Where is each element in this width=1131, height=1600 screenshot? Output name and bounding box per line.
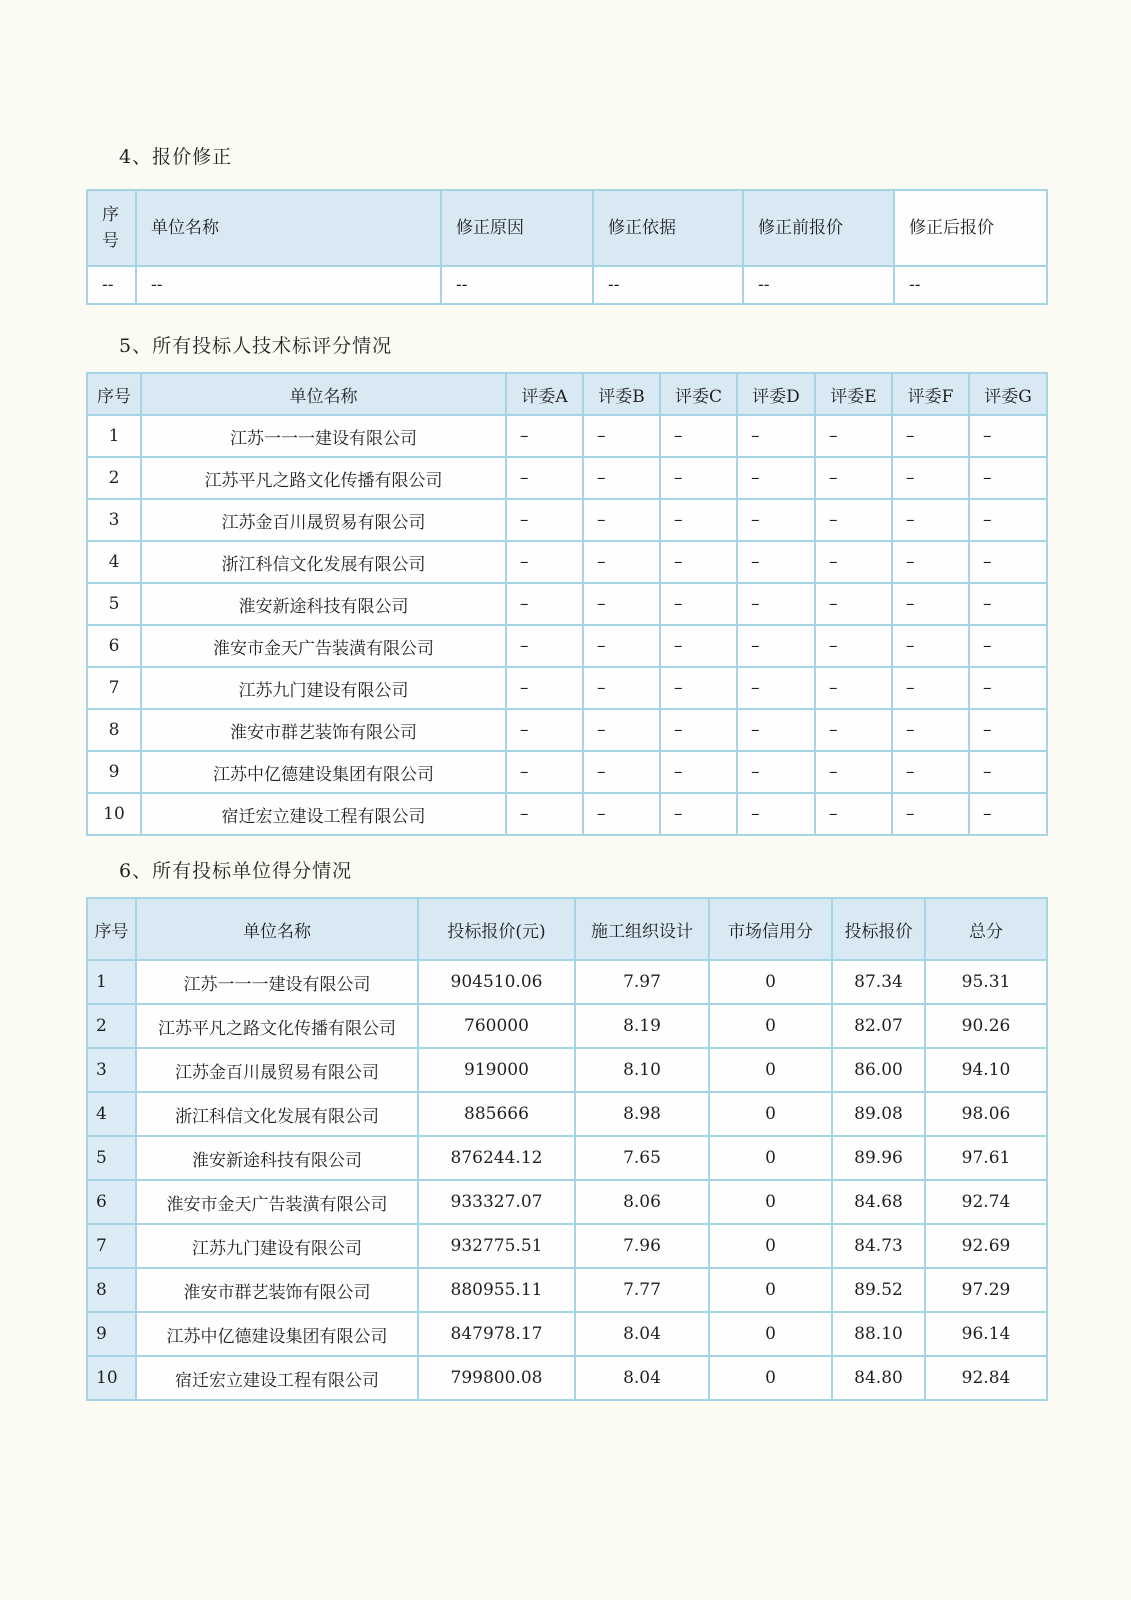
table-row [87, 1356, 1047, 1400]
table-cell: – [815, 667, 892, 709]
table-cell: 淮安市金天广告装潢有限公司 [141, 625, 506, 667]
table-row [87, 499, 1047, 541]
table-cell: 浙江科信文化发展有限公司 [141, 541, 506, 583]
table-cell: 97.29 [925, 1268, 1047, 1312]
table-cell: – [892, 793, 969, 835]
table-cell: – [737, 709, 815, 751]
table-cell: 84.68 [832, 1180, 925, 1224]
table-cell: 淮安市群艺装饰有限公司 [141, 709, 506, 751]
table-cell: 0 [709, 1092, 832, 1136]
column-header: 单位名称 [141, 373, 506, 415]
table-cell: 96.14 [925, 1312, 1047, 1356]
column-header: 评委E [815, 373, 892, 415]
table-cell: 8.10 [575, 1048, 709, 1092]
table-cell: 84.80 [832, 1356, 925, 1400]
table-cell: 7.96 [575, 1224, 709, 1268]
table-cell: 宿迁宏立建设工程有限公司 [141, 793, 506, 835]
table-cell: – [969, 457, 1047, 499]
table-cell: – [815, 793, 892, 835]
table-cell: 95.31 [925, 960, 1047, 1004]
table-cell: – [815, 415, 892, 457]
table-cell: -- [441, 266, 593, 304]
table-cell: 847978.17 [418, 1312, 575, 1356]
table-cell: – [660, 667, 737, 709]
table-cell: – [660, 541, 737, 583]
table-cell: – [737, 457, 815, 499]
table-row [87, 1312, 1047, 1356]
table-cell: 9 [87, 751, 141, 793]
table-cell: 932775.51 [418, 1224, 575, 1268]
table-row [87, 415, 1047, 457]
table-row [87, 751, 1047, 793]
table-row [87, 709, 1047, 751]
table-row [87, 1092, 1047, 1136]
table-cell: – [583, 415, 660, 457]
table-cell: 3 [87, 1048, 136, 1092]
table-cell: – [737, 625, 815, 667]
table-cell: 7 [87, 667, 141, 709]
table-cell: – [737, 793, 815, 835]
table-cell: – [737, 415, 815, 457]
table-cell: 0 [709, 1224, 832, 1268]
table-cell: – [969, 583, 1047, 625]
table-cell: 88.10 [832, 1312, 925, 1356]
table-row [87, 667, 1047, 709]
table-cell: 江苏九门建设有限公司 [141, 667, 506, 709]
table-cell: – [583, 709, 660, 751]
table-cell: 江苏中亿德建设集团有限公司 [141, 751, 506, 793]
table-cell: – [892, 751, 969, 793]
table-cell: 880955.11 [418, 1268, 575, 1312]
table-cell: – [815, 625, 892, 667]
table-cell: 86.00 [832, 1048, 925, 1092]
table-cell: – [506, 709, 583, 751]
table-cell: 江苏平凡之路文化传播有限公司 [141, 457, 506, 499]
table-cell: – [892, 625, 969, 667]
table-cell: – [815, 583, 892, 625]
table-row [87, 1048, 1047, 1092]
table-cell: -- [136, 266, 441, 304]
table-cell: 0 [709, 960, 832, 1004]
column-header: 评委F [892, 373, 969, 415]
table-cell: – [583, 625, 660, 667]
table-cell: 3 [87, 499, 141, 541]
table-cell: 江苏金百川晟贸易有限公司 [141, 499, 506, 541]
table-cell: 4 [87, 1092, 136, 1136]
table-cell: 江苏平凡之路文化传播有限公司 [136, 1004, 418, 1048]
table-cell: – [969, 499, 1047, 541]
table-cell: 6 [87, 625, 141, 667]
table-cell: 淮安市金天广告装潢有限公司 [136, 1180, 418, 1224]
table-cell: – [815, 499, 892, 541]
table-cell: – [583, 541, 660, 583]
table-row [87, 625, 1047, 667]
column-header: 评委D [737, 373, 815, 415]
table-cell: 89.08 [832, 1092, 925, 1136]
table-row [87, 1224, 1047, 1268]
table-cell: 2 [87, 457, 141, 499]
table-row [87, 1180, 1047, 1224]
table-cell: – [815, 709, 892, 751]
table-cell: – [583, 499, 660, 541]
table-cell: – [506, 793, 583, 835]
table-cell: – [737, 667, 815, 709]
column-header: 评委B [583, 373, 660, 415]
table-cell: – [969, 541, 1047, 583]
table-cell: 885666 [418, 1092, 575, 1136]
table-cell: – [892, 541, 969, 583]
table-cell: – [506, 667, 583, 709]
column-header: 修正前报价 [743, 190, 894, 266]
table-cell: – [892, 499, 969, 541]
table-cell: 4 [87, 541, 141, 583]
table-cell: 5 [87, 1136, 136, 1180]
table-cell: – [737, 499, 815, 541]
table-cell: – [815, 541, 892, 583]
table-cell: – [660, 499, 737, 541]
table-cell: 8.04 [575, 1356, 709, 1400]
table-row [87, 1136, 1047, 1180]
table-cell: 92.69 [925, 1224, 1047, 1268]
table-cell: 江苏一一一建设有限公司 [136, 960, 418, 1004]
table-cell: – [660, 793, 737, 835]
table-row [87, 960, 1047, 1004]
section-title-price-correction: 4、报价修正 [119, 146, 233, 168]
column-header: 评委G [969, 373, 1047, 415]
table-cell: – [506, 751, 583, 793]
table-cell: 84.73 [832, 1224, 925, 1268]
table-cell: – [660, 583, 737, 625]
table-cell: – [815, 457, 892, 499]
table-cell: – [969, 667, 1047, 709]
column-header: 总分 [925, 898, 1047, 960]
table-cell: 89.52 [832, 1268, 925, 1312]
price-correction-table [86, 189, 1048, 305]
table-cell: 10 [87, 793, 141, 835]
table-cell: 8.98 [575, 1092, 709, 1136]
column-header: 施工组织设计 [575, 898, 709, 960]
table-cell: 江苏九门建设有限公司 [136, 1224, 418, 1268]
table-row [87, 541, 1047, 583]
table-cell: 90.26 [925, 1004, 1047, 1048]
table-cell: – [583, 667, 660, 709]
table-cell: – [969, 751, 1047, 793]
column-header: 市场信用分 [709, 898, 832, 960]
table-cell: 5 [87, 583, 141, 625]
table-cell: 92.74 [925, 1180, 1047, 1224]
table-cell: 7.65 [575, 1136, 709, 1180]
column-header: 修正原因 [441, 190, 593, 266]
table-cell: 0 [709, 1312, 832, 1356]
table-cell: – [660, 625, 737, 667]
column-header: 投标报价(元) [418, 898, 575, 960]
table-cell: – [660, 751, 737, 793]
table-cell: 82.07 [832, 1004, 925, 1048]
table-row [87, 793, 1047, 835]
table-cell: -- [593, 266, 743, 304]
column-header: 序号 [87, 190, 136, 266]
table-cell: 799800.08 [418, 1356, 575, 1400]
table-cell: 8 [87, 1268, 136, 1312]
table-cell: 10 [87, 1356, 136, 1400]
table-cell: – [660, 415, 737, 457]
table-cell: – [506, 625, 583, 667]
column-header: 评委C [660, 373, 737, 415]
table-cell: – [737, 751, 815, 793]
table-cell: – [583, 751, 660, 793]
table-cell: 0 [709, 1180, 832, 1224]
table-cell: 8.06 [575, 1180, 709, 1224]
table-cell: – [506, 415, 583, 457]
table-cell: 江苏一一一建设有限公司 [141, 415, 506, 457]
table-cell: – [583, 457, 660, 499]
table-cell: – [969, 709, 1047, 751]
table-cell: 0 [709, 1268, 832, 1312]
table-cell: – [969, 793, 1047, 835]
table-row [87, 583, 1047, 625]
technical-scores-table [86, 372, 1048, 836]
table-cell: 7.77 [575, 1268, 709, 1312]
table-cell: 0 [709, 1136, 832, 1180]
table-cell: 0 [709, 1004, 832, 1048]
table-cell: – [892, 415, 969, 457]
table-cell: – [583, 583, 660, 625]
table-cell: 8.19 [575, 1004, 709, 1048]
table-cell: 97.61 [925, 1136, 1047, 1180]
table-cell: 87.34 [832, 960, 925, 1004]
table-row [87, 457, 1047, 499]
table-cell: 933327.07 [418, 1180, 575, 1224]
table-cell: 9 [87, 1312, 136, 1356]
column-header: 投标报价 [832, 898, 925, 960]
table-cell: -- [87, 266, 136, 304]
table-cell: 淮安市群艺装饰有限公司 [136, 1268, 418, 1312]
table-cell: 98.06 [925, 1092, 1047, 1136]
table-cell: 919000 [418, 1048, 575, 1092]
table-cell: – [892, 709, 969, 751]
table-cell: – [506, 457, 583, 499]
table-cell: – [815, 751, 892, 793]
table-cell: 8.04 [575, 1312, 709, 1356]
column-header: 评委A [506, 373, 583, 415]
table-cell: 876244.12 [418, 1136, 575, 1180]
table-cell: 904510.06 [418, 960, 575, 1004]
table-cell: – [506, 583, 583, 625]
table-cell: – [583, 793, 660, 835]
table-cell: 92.84 [925, 1356, 1047, 1400]
header-row [87, 373, 1047, 415]
table-cell: – [969, 415, 1047, 457]
column-header: 序号 [87, 373, 141, 415]
table-cell: 0 [709, 1048, 832, 1092]
table-cell: – [892, 583, 969, 625]
table-cell: 宿迁宏立建设工程有限公司 [136, 1356, 418, 1400]
table-cell: – [737, 583, 815, 625]
table-cell: 1 [87, 960, 136, 1004]
table-cell: – [892, 457, 969, 499]
table-cell: – [660, 457, 737, 499]
table-cell: – [506, 499, 583, 541]
table-cell: 江苏中亿德建设集团有限公司 [136, 1312, 418, 1356]
table-cell: 6 [87, 1180, 136, 1224]
table-cell: – [892, 667, 969, 709]
section-title-total-scores: 6、所有投标单位得分情况 [119, 860, 353, 882]
table-row [87, 1004, 1047, 1048]
table-cell: 江苏金百川晟贸易有限公司 [136, 1048, 418, 1092]
table-cell: – [660, 709, 737, 751]
table-cell: – [969, 625, 1047, 667]
column-header: 修正依据 [593, 190, 743, 266]
column-header: 单位名称 [136, 898, 418, 960]
table-row [87, 1268, 1047, 1312]
table-cell: -- [743, 266, 894, 304]
table-cell: 94.10 [925, 1048, 1047, 1092]
table-cell: -- [894, 266, 1047, 304]
section-title-technical-scores: 5、所有投标人技术标评分情况 [119, 335, 393, 357]
header-row [87, 190, 1047, 266]
table-cell: – [506, 541, 583, 583]
table-cell: 7 [87, 1224, 136, 1268]
table-cell: – [737, 541, 815, 583]
table-cell: 2 [87, 1004, 136, 1048]
table-cell: 0 [709, 1356, 832, 1400]
total-scores-table [86, 897, 1048, 1401]
table-cell: 淮安新途科技有限公司 [141, 583, 506, 625]
table-cell: 浙江科信文化发展有限公司 [136, 1092, 418, 1136]
column-header: 序号 [87, 898, 136, 960]
column-header: 单位名称 [136, 190, 441, 266]
table-cell: 1 [87, 415, 141, 457]
table-row [87, 266, 1047, 304]
table-cell: 7.97 [575, 960, 709, 1004]
table-cell: 8 [87, 709, 141, 751]
column-header: 修正后报价 [894, 190, 1047, 266]
header-row [87, 898, 1047, 960]
table-cell: 淮安新途科技有限公司 [136, 1136, 418, 1180]
table-cell: 760000 [418, 1004, 575, 1048]
table-cell: 89.96 [832, 1136, 925, 1180]
